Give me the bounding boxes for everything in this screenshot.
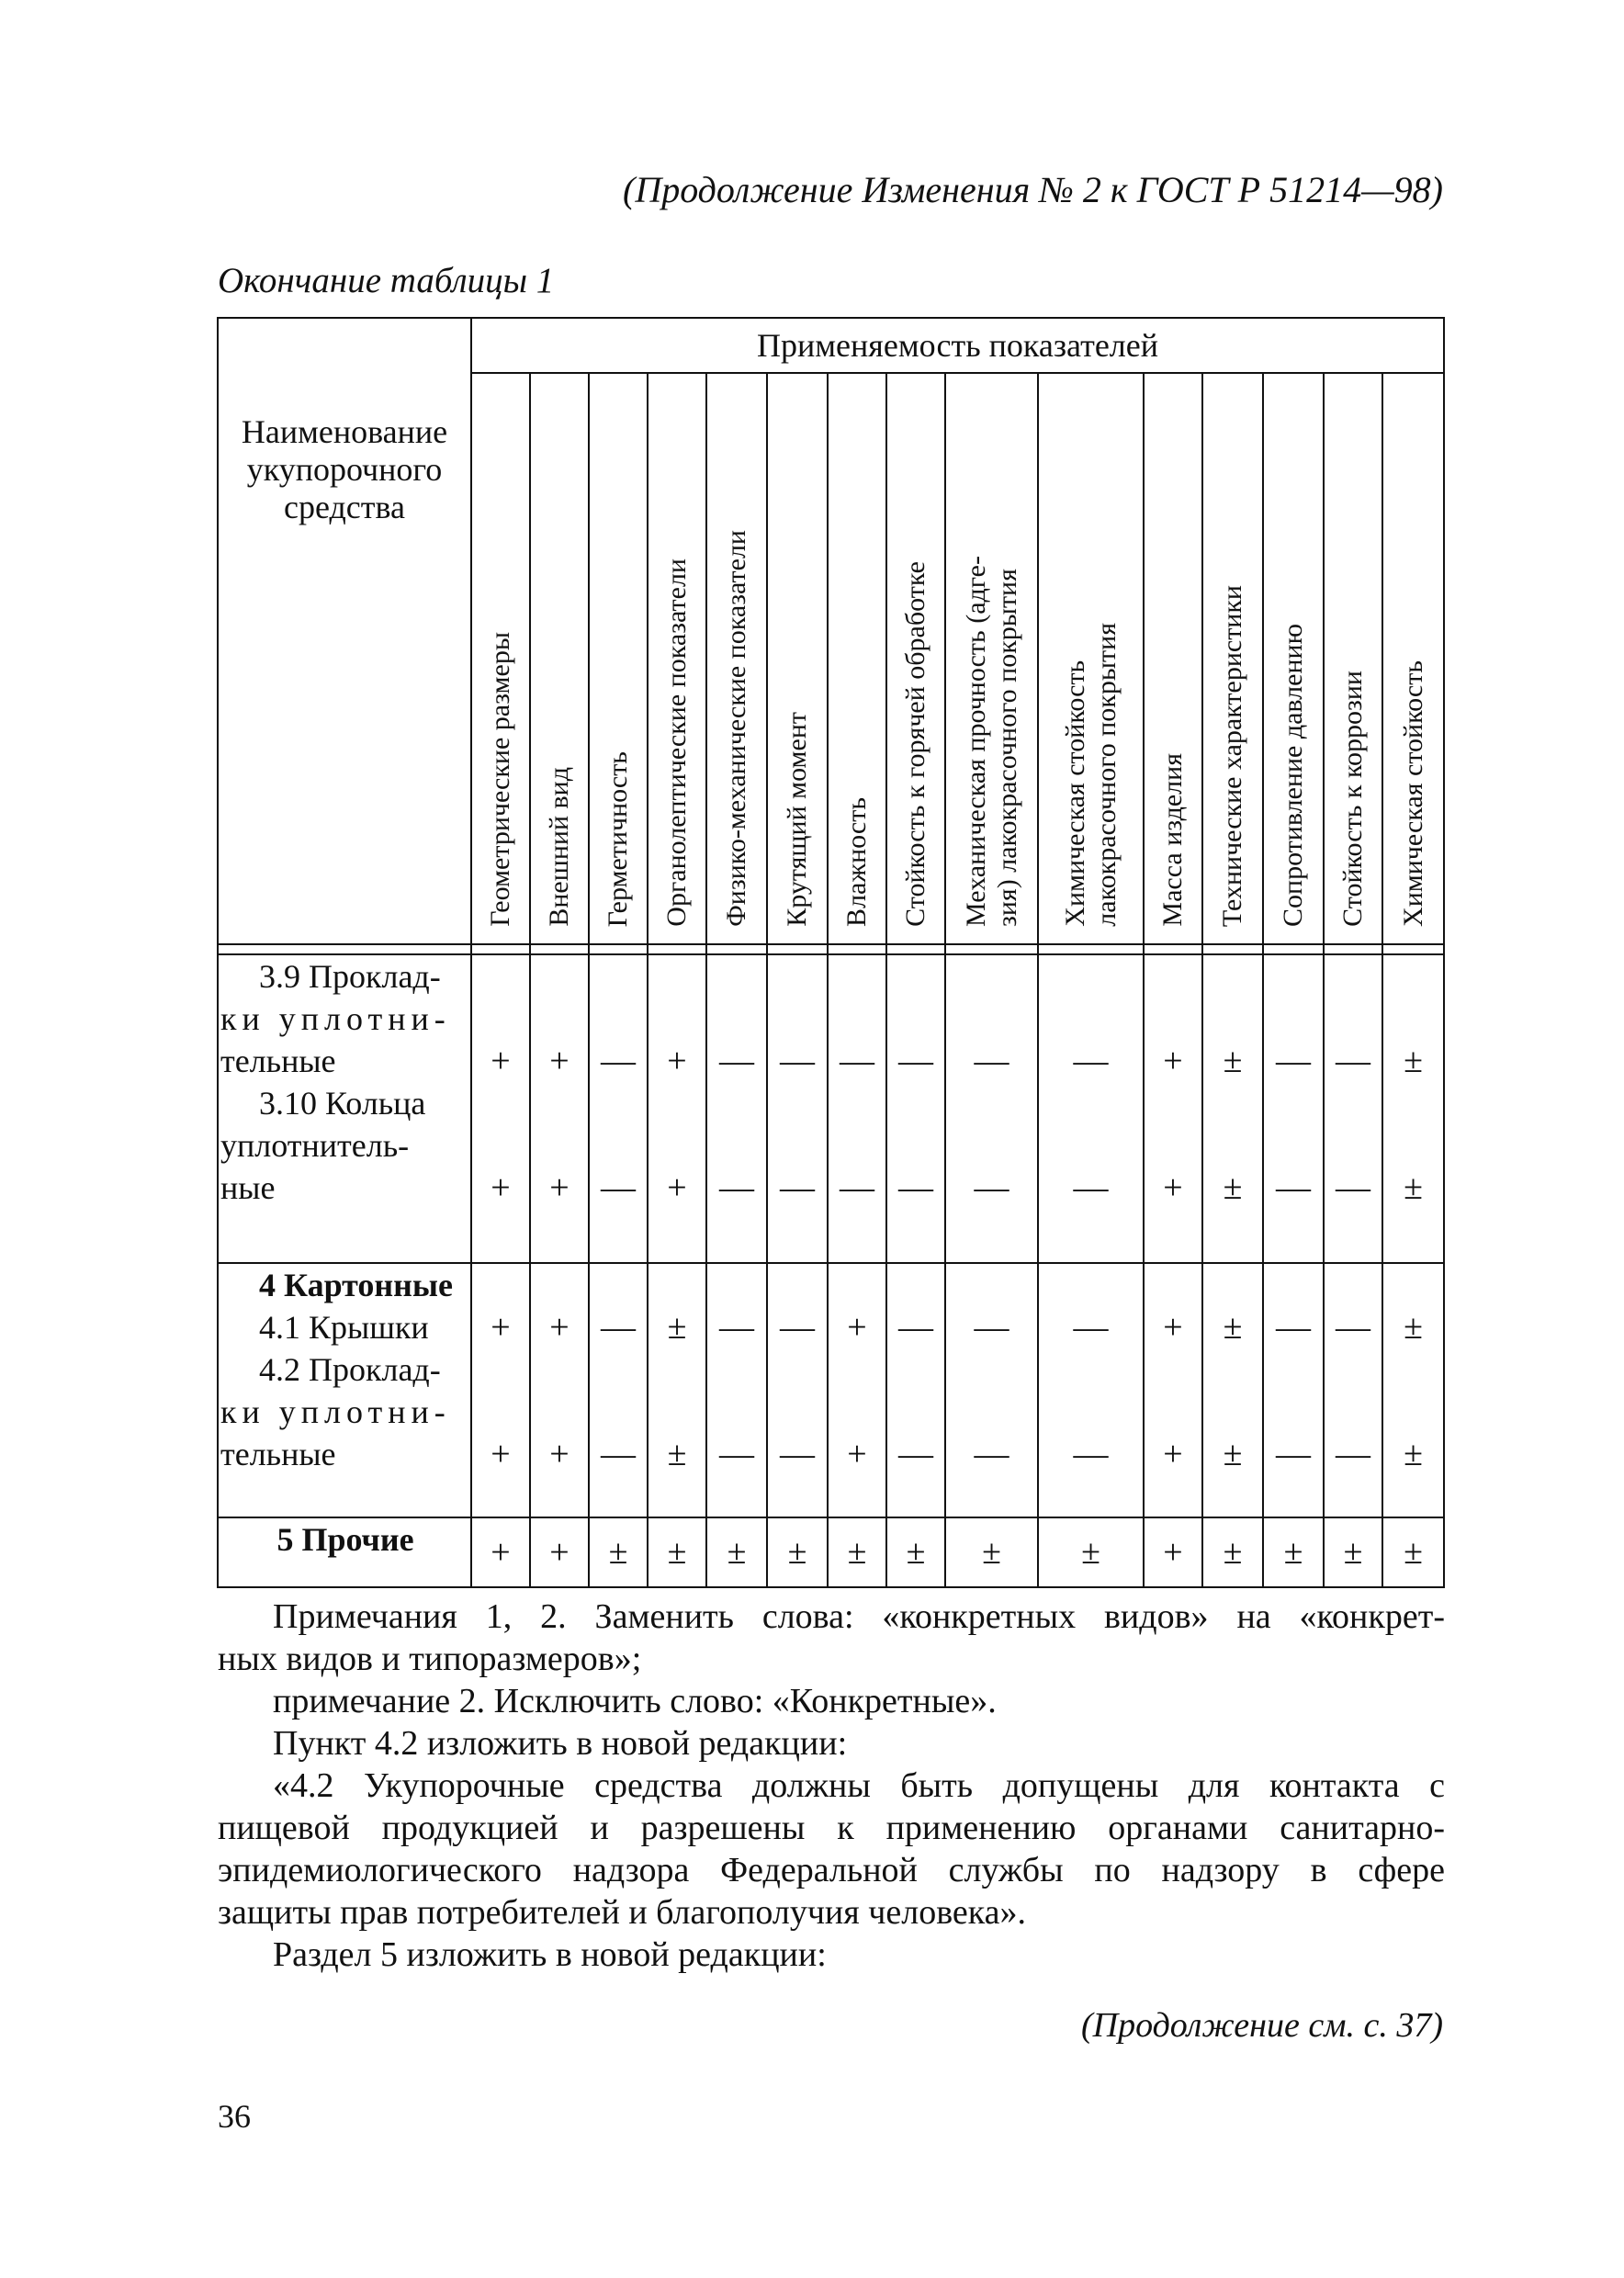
mark-cell xyxy=(945,954,1038,1263)
mark-cell xyxy=(1202,954,1263,1263)
mark-value: + xyxy=(847,1435,867,1473)
mark-value: ± xyxy=(667,1435,687,1473)
note-line: «4.2 Укупорочные средства должны быть допущены для контакта с xyxy=(273,1766,1445,1805)
column-header-line: Герметичность xyxy=(603,750,633,927)
column-header-cell xyxy=(886,373,945,944)
mark-value: ± xyxy=(1223,1042,1243,1080)
mark-cell xyxy=(945,1517,1038,1587)
mark-value: — xyxy=(780,1308,815,1347)
mark-value: ± xyxy=(1223,1435,1243,1473)
mark-value: — xyxy=(840,1168,874,1207)
mark-value: — xyxy=(974,1168,1009,1207)
mark-cell xyxy=(530,1263,589,1517)
mark-value: ± xyxy=(727,1533,747,1572)
mark-value: — xyxy=(1336,1168,1370,1207)
mark-value: — xyxy=(898,1308,933,1347)
mark-cell xyxy=(828,954,886,1263)
separator-cell xyxy=(1038,944,1144,954)
mark-value: — xyxy=(1276,1308,1311,1347)
mark-cell xyxy=(530,1517,589,1587)
column-header-cell xyxy=(1382,373,1444,944)
mark-cell xyxy=(1382,1517,1444,1587)
mark-value: ± xyxy=(1283,1533,1303,1572)
note-line: пищевой продукцией и разрешены к применению органами санитарно- xyxy=(218,1809,1445,1847)
mark-value: — xyxy=(1276,1042,1311,1080)
mark-value: + xyxy=(1163,1042,1183,1080)
row-name-line: 4.1 Крышки xyxy=(259,1309,429,1346)
table-row xyxy=(218,1517,1444,1587)
mark-value: + xyxy=(667,1042,687,1080)
mark-value: — xyxy=(719,1308,754,1347)
separator-cell xyxy=(1263,944,1324,954)
column-header-label xyxy=(485,632,516,927)
mark-cell xyxy=(589,1263,648,1517)
separator-cell xyxy=(1202,944,1263,954)
mark-value: + xyxy=(549,1168,570,1207)
mark-cell xyxy=(589,1517,648,1587)
mark-cell xyxy=(1038,1263,1144,1517)
mark-cell xyxy=(1038,954,1144,1263)
column-header-line: Стойкость к горячей обработке xyxy=(900,561,930,927)
column-header-cell xyxy=(828,373,886,944)
column-header-line: Механическая прочность (адге- xyxy=(960,556,991,927)
column-header-label xyxy=(721,530,752,927)
mark-value: + xyxy=(491,1042,511,1080)
mark-cell xyxy=(530,954,589,1263)
mark-value: — xyxy=(1336,1435,1370,1473)
mark-value: + xyxy=(1163,1533,1183,1572)
mark-cell xyxy=(471,954,530,1263)
row-name-line: ные xyxy=(220,1169,276,1206)
column-header-cell xyxy=(1202,373,1263,944)
mark-value: ± xyxy=(1223,1533,1243,1572)
mark-value: + xyxy=(491,1168,511,1207)
note-line: примечание 2. Исключить слово: «Конкретные». xyxy=(273,1682,997,1720)
mark-value: + xyxy=(549,1042,570,1080)
mark-cell xyxy=(1324,1263,1382,1517)
mark-cell xyxy=(886,954,945,1263)
mark-value: + xyxy=(549,1435,570,1473)
row-name-line: уплотнитель- xyxy=(220,1127,410,1164)
mark-value: — xyxy=(719,1168,754,1207)
applicability-table xyxy=(217,317,1445,1588)
mark-value: ± xyxy=(906,1533,926,1572)
column-header-line: Химическая стойкость xyxy=(1059,660,1090,927)
mark-value: — xyxy=(601,1435,636,1473)
column-header-label xyxy=(1060,623,1122,927)
mark-value: + xyxy=(491,1533,511,1572)
separator-cell xyxy=(1324,944,1382,954)
mark-cell xyxy=(706,1517,767,1587)
mark-cell xyxy=(767,954,828,1263)
notes-section xyxy=(218,1596,1445,1976)
continuation-footer: (Продолжение см. с. 37) xyxy=(1080,2006,1443,2045)
column-header-label xyxy=(1337,671,1369,927)
mark-value: — xyxy=(974,1308,1009,1347)
note-line: защиты прав потребителей и благополучия человека». xyxy=(218,1893,1027,1932)
note-line: ных видов и типоразмеров»; xyxy=(218,1640,642,1678)
mark-value: ± xyxy=(667,1533,687,1572)
column-header-cell xyxy=(530,373,589,944)
mark-value: ± xyxy=(1343,1533,1363,1572)
column-header-label xyxy=(1398,660,1429,927)
mark-value: — xyxy=(1073,1168,1109,1207)
column-header-line: Крутящий момент xyxy=(782,712,812,927)
separator-cell xyxy=(706,944,767,954)
column-header-label xyxy=(1278,624,1309,927)
mark-cell xyxy=(706,954,767,1263)
header-name-line: средства xyxy=(283,489,405,525)
row-name-line: 5 Прочие xyxy=(276,1521,414,1558)
mark-value: — xyxy=(1073,1435,1109,1473)
column-header-label xyxy=(544,767,575,927)
separator-cell xyxy=(767,944,828,954)
column-header-label xyxy=(603,751,634,927)
row-name-line: ки уплотни- xyxy=(220,1393,451,1430)
mark-cell xyxy=(828,1263,886,1517)
mark-value: + xyxy=(1163,1168,1183,1207)
mark-value: — xyxy=(898,1042,933,1080)
note-line: Пункт 4.2 изложить в новой редакции: xyxy=(273,1724,848,1763)
row-name-line: ки уплотни- xyxy=(220,1000,451,1037)
row-name-line: тельные xyxy=(220,1043,336,1079)
separator-cell xyxy=(471,944,530,954)
mark-value: ± xyxy=(1404,1533,1423,1572)
mark-value: + xyxy=(549,1533,570,1572)
mark-value: + xyxy=(491,1308,511,1347)
column-header-line: Стойкость к коррозии xyxy=(1337,671,1368,927)
row-name-line: 3.10 Кольца xyxy=(259,1085,426,1122)
mark-value: ± xyxy=(1081,1533,1100,1572)
column-header-line: зия) лакокрасочного покрытия xyxy=(991,569,1022,927)
separator-cell xyxy=(1382,944,1444,954)
column-header-cell xyxy=(589,373,648,944)
note-line: эпидемиологического надзора Федеральной службы по надзору в сфере xyxy=(218,1851,1445,1889)
mark-cell xyxy=(471,1517,530,1587)
separator-cell xyxy=(218,944,471,954)
mark-cell xyxy=(1324,954,1382,1263)
mark-value: + xyxy=(667,1168,687,1207)
note-line: Раздел 5 изложить в новой редакции: xyxy=(273,1935,827,1974)
separator-cell xyxy=(945,944,1038,954)
column-header-label xyxy=(1217,585,1248,927)
mark-cell xyxy=(471,1263,530,1517)
mark-cell xyxy=(1382,1263,1444,1517)
mark-value: ± xyxy=(1223,1168,1243,1207)
header-group-cell: Применяемость показателей xyxy=(471,318,1444,373)
mark-value: — xyxy=(898,1435,933,1473)
row-name-cell xyxy=(218,954,471,1263)
mark-value: + xyxy=(491,1435,511,1473)
mark-cell xyxy=(648,954,706,1263)
column-header-cell xyxy=(1263,373,1324,944)
column-header-line: Органолептические показатели xyxy=(661,558,692,927)
column-header-line: Влажность xyxy=(841,797,872,927)
mark-cell xyxy=(767,1517,828,1587)
row-name-line: 4 Картонные xyxy=(259,1267,453,1303)
column-header-line: Сопротивление давлению xyxy=(1278,624,1308,927)
mark-value: — xyxy=(601,1042,636,1080)
mark-value: — xyxy=(1336,1042,1370,1080)
mark-cell xyxy=(1263,1517,1324,1587)
column-header-cell xyxy=(1144,373,1202,944)
header-name-line: укупорочного xyxy=(246,451,443,488)
continuation-header: (Продолжение Изменения № 2 к ГОСТ Р 51214—98) xyxy=(623,169,1443,210)
mark-value: — xyxy=(719,1042,754,1080)
mark-value: — xyxy=(780,1042,815,1080)
row-name-line: тельные xyxy=(220,1436,336,1472)
mark-value: — xyxy=(1073,1042,1109,1080)
column-header-cell xyxy=(1038,373,1144,944)
mark-value: — xyxy=(1073,1308,1109,1347)
mark-value: ± xyxy=(608,1533,628,1572)
column-header-cell xyxy=(767,373,828,944)
mark-value: — xyxy=(780,1435,815,1473)
mark-value: ± xyxy=(667,1308,687,1347)
mark-value: — xyxy=(840,1042,874,1080)
column-header-label xyxy=(900,561,931,927)
table-caption: Окончание таблицы 1 xyxy=(218,261,555,300)
mark-value: ± xyxy=(1404,1308,1423,1347)
column-header-line: Химическая стойкость xyxy=(1397,660,1428,927)
mark-cell xyxy=(886,1263,945,1517)
mark-value: + xyxy=(1163,1435,1183,1473)
row-name-line: 4.2 Проклад- xyxy=(259,1351,441,1388)
mark-cell xyxy=(1202,1263,1263,1517)
mark-value: ± xyxy=(982,1533,1001,1572)
mark-value: ± xyxy=(1404,1435,1423,1473)
mark-value: — xyxy=(719,1435,754,1473)
mark-cell xyxy=(945,1263,1038,1517)
column-header-line: Внешний вид xyxy=(544,767,574,927)
mark-cell xyxy=(589,954,648,1263)
mark-cell xyxy=(767,1263,828,1517)
column-header-cell xyxy=(945,373,1038,944)
mark-value: — xyxy=(1276,1435,1311,1473)
row-name-line: 3.9 Проклад- xyxy=(259,958,441,995)
separator-cell xyxy=(648,944,706,954)
mark-cell xyxy=(1263,1263,1324,1517)
header-name-line: Наименование xyxy=(241,413,448,450)
row-name-cell xyxy=(218,1263,471,1517)
mark-cell xyxy=(1263,954,1324,1263)
table-row xyxy=(218,1263,1444,1517)
column-header-cell xyxy=(471,373,530,944)
page-number: 36 xyxy=(218,2098,251,2135)
mark-cell xyxy=(1038,1517,1144,1587)
mark-cell xyxy=(1324,1517,1382,1587)
mark-value: ± xyxy=(787,1533,807,1572)
column-header-label xyxy=(841,797,873,927)
mark-value: + xyxy=(847,1308,867,1347)
note-line: Примечания 1, 2. Заменить слова: «конкретных видов» на «конкрет- xyxy=(273,1597,1445,1636)
mark-value: — xyxy=(1276,1168,1311,1207)
mark-value: — xyxy=(974,1435,1009,1473)
mark-cell xyxy=(886,1517,945,1587)
mark-cell xyxy=(1202,1517,1263,1587)
mark-cell xyxy=(706,1263,767,1517)
column-header-line: Физико-механические показатели xyxy=(721,530,751,927)
mark-value: ± xyxy=(1223,1308,1243,1347)
column-header-label xyxy=(1157,753,1189,927)
column-header-label xyxy=(782,712,813,927)
mark-value: ± xyxy=(1404,1042,1423,1080)
column-header-label xyxy=(661,558,693,927)
mark-value: — xyxy=(601,1168,636,1207)
mark-value: + xyxy=(1163,1308,1183,1347)
separator-cell xyxy=(530,944,589,954)
mark-cell xyxy=(1382,954,1444,1263)
column-header-cell xyxy=(1324,373,1382,944)
mark-cell xyxy=(648,1517,706,1587)
column-header-line: Масса изделия xyxy=(1157,753,1188,927)
mark-cell xyxy=(648,1263,706,1517)
mark-value: — xyxy=(601,1308,636,1347)
mark-cell xyxy=(828,1517,886,1587)
mark-value: — xyxy=(780,1168,815,1207)
mark-cell xyxy=(1144,1517,1202,1587)
mark-value: — xyxy=(974,1042,1009,1080)
column-header-line: Технические характеристики xyxy=(1217,584,1247,927)
mark-value: — xyxy=(898,1168,933,1207)
column-header-cell xyxy=(648,373,706,944)
separator-cell xyxy=(828,944,886,954)
mark-value: ± xyxy=(847,1533,867,1572)
mark-cell xyxy=(1144,1263,1202,1517)
mark-value: — xyxy=(1336,1308,1370,1347)
column-header-line: Геометрические размеры xyxy=(485,632,515,927)
column-header-cell xyxy=(706,373,767,944)
table-row xyxy=(218,954,1444,1263)
separator-cell xyxy=(1144,944,1202,954)
separator-cell xyxy=(886,944,945,954)
separator-cell xyxy=(589,944,648,954)
mark-value: + xyxy=(549,1308,570,1347)
header-name-cell xyxy=(218,318,471,944)
column-header-line: лакокрасочного покрытия xyxy=(1090,623,1122,927)
row-name-cell xyxy=(218,1517,471,1587)
mark-value: ± xyxy=(1404,1168,1423,1207)
column-header-label xyxy=(961,556,1023,927)
mark-cell xyxy=(1144,954,1202,1263)
